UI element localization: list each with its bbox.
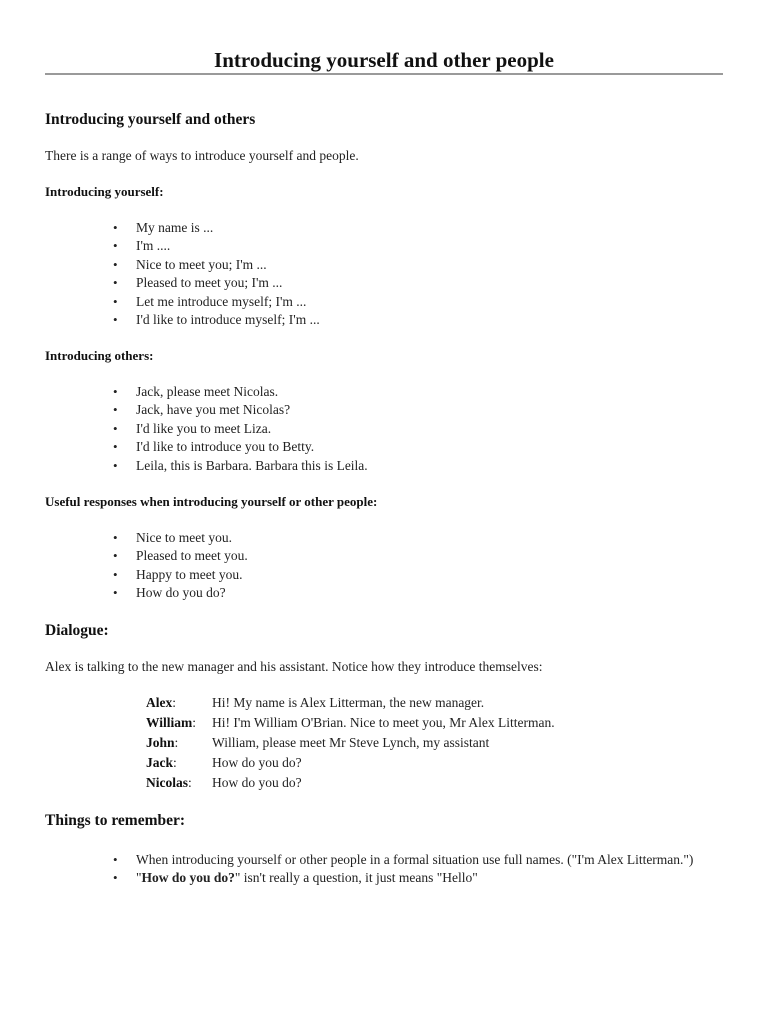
bullet-icon: • (113, 420, 118, 436)
list-item: • Pleased to meet you; I'm ... (136, 274, 726, 292)
speaker-cell: Nicolas: (146, 775, 192, 790)
list-item: • Happy to meet you. (136, 566, 726, 584)
list-item: • "How do you do?" isn't really a question, it just means "Hello" (113, 870, 478, 885)
section-heading-remember: Things to remember: (45, 812, 186, 829)
label-useful-responses: Useful responses when introducing yourself or other people: (45, 494, 378, 509)
bullet-icon: • (113, 852, 118, 867)
table-row (143, 773, 555, 793)
list-item: • Nice to meet you. (136, 529, 726, 547)
list-item: • I'd like to introduce myself; I'm ... (136, 311, 726, 329)
list-item: • I'd like to introduce you to Betty. (136, 438, 726, 456)
list-item: • I'm .... (136, 237, 726, 255)
list-item: • Pleased to meet you. (136, 547, 726, 565)
document-title: Introducing yourself and other people (214, 48, 554, 72)
bullet-icon: • (113, 530, 118, 545)
bullet-icon: • (113, 870, 118, 885)
bullet-icon: • (113, 275, 118, 291)
bullet-icon: • (113, 220, 118, 235)
line-cell: How do you do? (212, 755, 302, 770)
section-heading-introducing: Introducing yourself and others (45, 111, 256, 128)
section-heading-dialogue: Dialogue: (45, 622, 109, 639)
bullet-icon: • (113, 585, 118, 601)
speaker-cell: John: (146, 735, 179, 750)
bullet-icon: • (113, 566, 118, 582)
bullet-icon: • (113, 457, 118, 473)
bullet-icon: • (113, 238, 118, 254)
bullet-icon: • (113, 312, 118, 328)
list-item: • Jack, please meet Nicolas. (136, 383, 726, 401)
line-cell: William, please meet Mr Steve Lynch, my assistant (212, 735, 490, 750)
speaker-cell: Jack: (146, 755, 177, 770)
line-cell: How do you do? (212, 775, 302, 790)
dialogue-intro: Alex is talking to the new manager and his assistant. Notice how they introduce themselves: (45, 659, 543, 674)
label-introducing-yourself: Introducing yourself: (45, 184, 164, 199)
list-item: • Leila, this is Barbara. Barbara this is Leila. (136, 457, 726, 475)
list-item: • I'd like you to meet Liza. (136, 420, 726, 438)
list-item: • Nice to meet you; I'm ... (136, 256, 726, 274)
list-item: • Jack, have you met Nicolas? (136, 401, 726, 419)
intro-paragraph: There is a range of ways to introduce yourself and people. (45, 148, 359, 163)
table-row (143, 733, 555, 753)
bullet-icon: • (113, 548, 118, 564)
list-item: • When introducing yourself or other people in a formal situation use full names. ("I'm Alex Litterman.") (113, 852, 694, 867)
list-item: • How do you do? (136, 584, 726, 602)
speaker-cell: Alex: (146, 695, 177, 710)
bullet-icon: • (113, 439, 118, 455)
list-item: • Let me introduce myself; I'm ... (136, 293, 726, 311)
label-introducing-others: Introducing others: (45, 348, 154, 363)
line-cell: Hi! My name is Alex Litterman, the new manager. (212, 695, 485, 710)
bullet-icon: • (113, 293, 118, 309)
bullet-icon: • (113, 256, 118, 272)
bullet-icon: • (113, 384, 118, 399)
table-row (143, 753, 555, 773)
table-row (143, 713, 555, 733)
title-underline (45, 73, 723, 75)
list-item: • My name is ... (136, 219, 726, 237)
list-things-to-remember (113, 851, 726, 887)
speaker-cell: William: (146, 715, 197, 730)
table-row (143, 693, 555, 713)
list-introducing-others (113, 383, 726, 475)
bullet-icon: • (113, 402, 118, 418)
line-cell: Hi! I'm William O'Brian. Nice to meet you, Mr Alex Litterman. (212, 715, 555, 730)
list-introducing-yourself (113, 219, 726, 329)
list-useful-responses (113, 529, 726, 603)
dialogue-table (143, 693, 555, 793)
